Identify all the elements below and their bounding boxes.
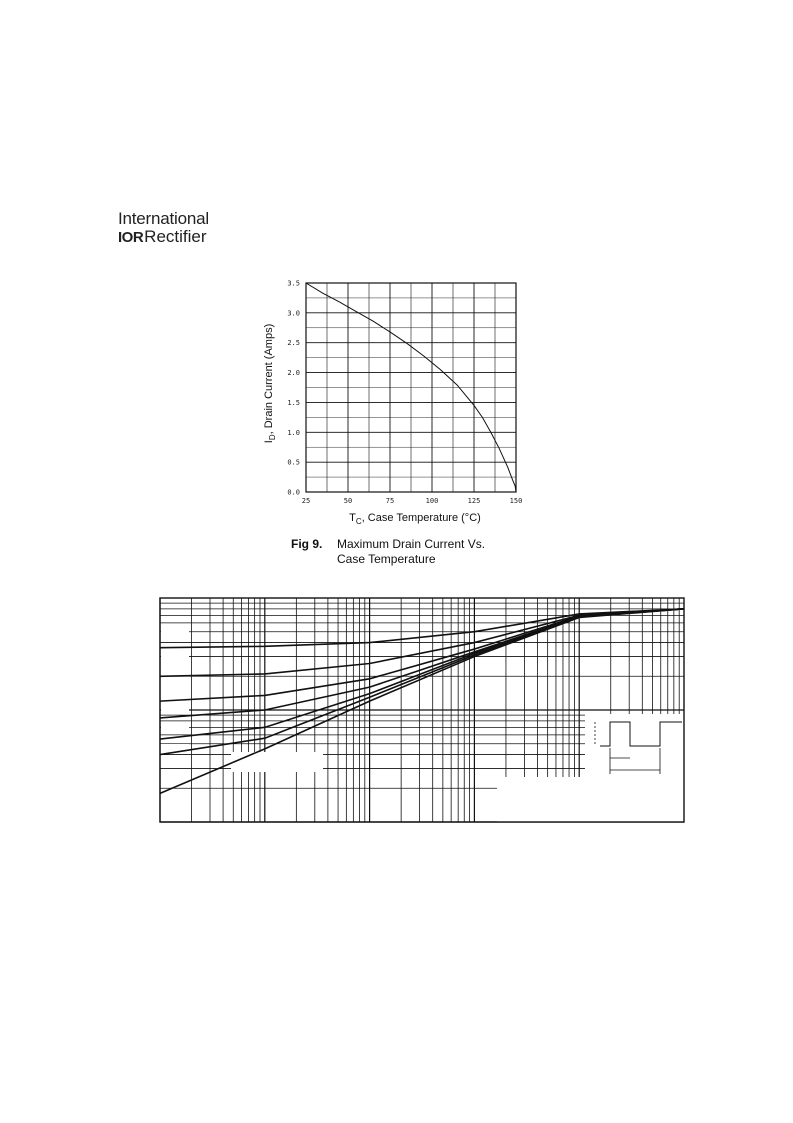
- fig9-x-tick-label: 125: [467, 497, 481, 505]
- logo-line-international: International: [118, 209, 209, 228]
- fig9-chart: [250, 270, 540, 532]
- fig9-y-tick-label: 2.0: [287, 369, 300, 378]
- fig9-caption-line2: Case Temperature: [337, 552, 436, 566]
- fig10-chart: [155, 592, 690, 828]
- fig10-legend-mask: [161, 687, 189, 695]
- fig9-x-tick-label: 150: [509, 497, 523, 505]
- fig9-y-label-subscript: D: [268, 434, 277, 441]
- fig10-legend-mask: [161, 725, 189, 733]
- fig9-caption: [291, 537, 485, 567]
- fig9-x-label-part: T: [349, 512, 356, 524]
- fig9-y-tick-label: 3.0: [287, 309, 300, 318]
- fig9-y-axis-label: [263, 324, 277, 443]
- fig9-x-tick-label: 100: [425, 497, 439, 505]
- company-logo: [118, 210, 209, 245]
- fig9-tick-labels: [287, 280, 522, 506]
- fig10-legend-mask: [161, 668, 189, 676]
- fig9-y-tick-label: 2.5: [287, 339, 300, 348]
- fig9-y-tick-label: 0.0: [287, 488, 300, 497]
- fig9-caption-number: Fig 9.: [291, 537, 323, 551]
- fig10-label-mask-left: [231, 752, 323, 772]
- logo-rectifier-text: Rectifier: [144, 227, 207, 246]
- fig10-legend-mask: [161, 630, 189, 638]
- fig9-x-tick-label: 25: [301, 497, 311, 505]
- fig9-caption-text: [337, 537, 485, 567]
- logo-line-rectifier: [118, 228, 209, 245]
- fig9-x-tick-label: 50: [343, 497, 353, 505]
- fig10-label-mask-right: [497, 777, 684, 822]
- fig9-y-tick-label: 0.5: [287, 458, 300, 467]
- fig10-grid: [160, 598, 684, 822]
- fig9-x-label-subscript: C: [355, 517, 362, 526]
- fig9-caption-line1: Maximum Drain Current Vs.: [337, 537, 486, 551]
- logo-mark: IOR: [118, 229, 144, 246]
- fig9-grid: [306, 283, 516, 492]
- fig10-legend-mask: [161, 649, 189, 657]
- fig9-y-label-part: , Drain Current (Amps): [263, 323, 275, 435]
- fig9-y-tick-label: 3.5: [287, 279, 300, 288]
- fig9-y-label-part: I: [263, 440, 275, 444]
- fig9-x-axis-label: [349, 512, 481, 526]
- fig9-y-tick-label: 1.5: [287, 398, 300, 407]
- fig9-x-tick-label: 75: [385, 497, 395, 505]
- fig9-x-label-part: , Case Temperature (°C): [361, 512, 481, 524]
- fig9-y-tick-label: 1.0: [287, 428, 300, 437]
- fig10-legend-mask: [161, 706, 189, 714]
